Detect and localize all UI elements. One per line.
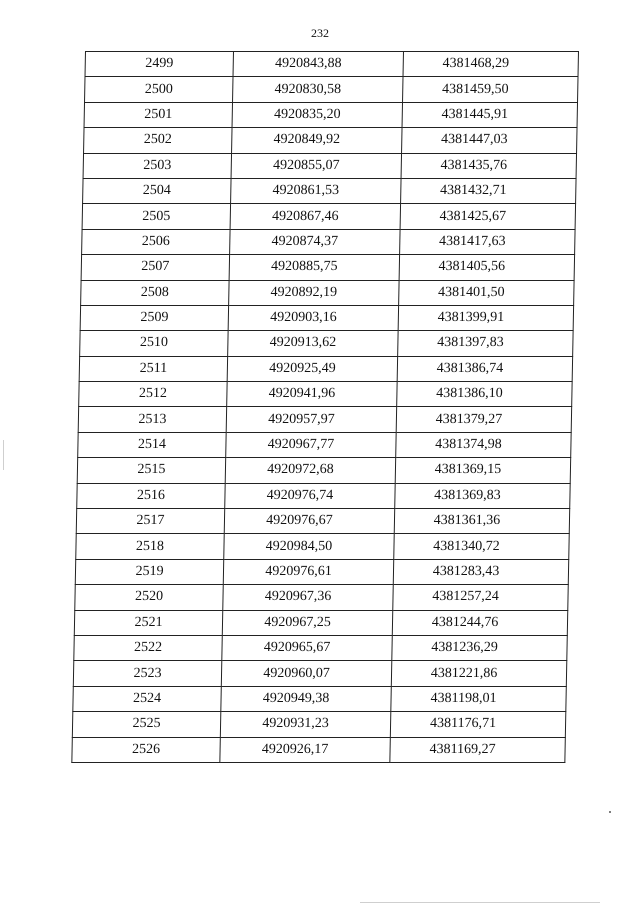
x-coordinate-cell: 4920843,88 <box>233 52 403 77</box>
coordinates-table-body <box>72 52 579 763</box>
y-coordinate-cell: 4381468,29 <box>403 52 578 77</box>
point-number-cell: 2501 <box>84 102 232 127</box>
y-coordinate-cell: 4381369,15 <box>395 458 570 483</box>
point-number-cell: 2525 <box>72 712 220 737</box>
point-number-cell: 2511 <box>79 356 227 381</box>
table-row <box>79 382 572 407</box>
table-row <box>77 458 570 483</box>
point-number-cell: 2506 <box>82 229 230 254</box>
y-coordinate-cell: 4381379,27 <box>396 407 571 432</box>
x-coordinate-cell: 4920892,19 <box>229 280 399 305</box>
point-number-cell: 2505 <box>82 204 230 229</box>
table-row <box>83 153 576 178</box>
x-coordinate-cell: 4920849,92 <box>232 128 402 153</box>
table-row <box>82 229 575 254</box>
table-row <box>82 204 575 229</box>
y-coordinate-cell: 4381283,43 <box>393 559 568 584</box>
y-coordinate-cell: 4381169,27 <box>390 737 565 762</box>
table-row <box>80 305 573 330</box>
y-coordinate-cell: 4381369,83 <box>395 483 570 508</box>
table-row <box>75 585 568 610</box>
x-coordinate-cell: 4920874,37 <box>230 229 400 254</box>
x-coordinate-cell: 4920967,36 <box>223 585 393 610</box>
x-coordinate-cell: 4920925,49 <box>227 356 397 381</box>
scan-edge-line <box>360 902 600 903</box>
point-number-cell: 2503 <box>83 153 231 178</box>
y-coordinate-cell: 4381221,86 <box>391 661 566 686</box>
point-number-cell: 2524 <box>73 686 221 711</box>
y-coordinate-cell: 4381459,50 <box>403 77 578 102</box>
table-row <box>72 737 565 762</box>
point-number-cell: 2510 <box>80 331 228 356</box>
x-coordinate-cell: 4920931,23 <box>220 712 390 737</box>
y-coordinate-cell: 4381447,03 <box>402 128 577 153</box>
x-coordinate-cell: 4920976,67 <box>224 509 394 534</box>
x-coordinate-cell: 4920967,25 <box>222 610 392 635</box>
table-row <box>76 534 569 559</box>
point-number-cell: 2516 <box>77 483 225 508</box>
point-number-cell: 2521 <box>74 610 222 635</box>
y-coordinate-cell: 4381417,63 <box>400 229 575 254</box>
x-coordinate-cell: 4920976,74 <box>225 483 395 508</box>
table-row <box>72 712 565 737</box>
point-number-cell: 2504 <box>83 178 231 203</box>
y-coordinate-cell: 4381399,91 <box>398 305 573 330</box>
table-row <box>79 356 572 381</box>
x-coordinate-cell: 4920972,68 <box>225 458 395 483</box>
point-number-cell: 2522 <box>74 635 222 660</box>
x-coordinate-cell: 4920976,61 <box>223 559 393 584</box>
x-coordinate-cell: 4920960,07 <box>221 661 391 686</box>
y-coordinate-cell: 4381386,74 <box>397 356 572 381</box>
x-coordinate-cell: 4920965,67 <box>222 635 392 660</box>
y-coordinate-cell: 4381397,83 <box>398 331 573 356</box>
y-coordinate-cell: 4381198,01 <box>391 686 566 711</box>
y-coordinate-cell: 4381401,50 <box>399 280 574 305</box>
y-coordinate-cell: 4381374,98 <box>396 432 571 457</box>
y-coordinate-cell: 4381432,71 <box>401 178 576 203</box>
point-number-cell: 2513 <box>78 407 226 432</box>
scan-edge-line-left <box>3 440 4 470</box>
point-number-cell: 2499 <box>85 52 233 77</box>
x-coordinate-cell: 4920913,62 <box>228 331 398 356</box>
table-row <box>78 407 571 432</box>
y-coordinate-cell: 4381405,56 <box>399 255 574 280</box>
x-coordinate-cell: 4920885,75 <box>229 255 399 280</box>
table-row <box>74 635 567 660</box>
table-row <box>77 483 570 508</box>
table-row <box>76 509 569 534</box>
x-coordinate-cell: 4920949,38 <box>221 686 391 711</box>
table-row <box>84 128 577 153</box>
point-number-cell: 2514 <box>78 432 226 457</box>
point-number-cell: 2507 <box>81 255 229 280</box>
x-coordinate-cell: 4920984,50 <box>224 534 394 559</box>
point-number-cell: 2520 <box>75 585 223 610</box>
point-number-cell: 2526 <box>72 737 220 762</box>
y-coordinate-cell: 4381340,72 <box>394 534 569 559</box>
table-row <box>74 610 567 635</box>
point-number-cell: 2508 <box>81 280 229 305</box>
point-number-cell: 2518 <box>76 534 224 559</box>
table-row <box>73 661 566 686</box>
y-coordinate-cell: 4381435,76 <box>401 153 576 178</box>
page-number: 232 <box>311 26 329 40</box>
table-row <box>78 432 571 457</box>
x-coordinate-cell: 4920926,17 <box>220 737 390 762</box>
point-number-cell: 2523 <box>73 661 221 686</box>
x-coordinate-cell: 4920957,97 <box>226 407 396 432</box>
x-coordinate-cell: 4920855,07 <box>231 153 401 178</box>
table-row <box>73 686 566 711</box>
x-coordinate-cell: 4920941,96 <box>227 382 397 407</box>
scan-speck <box>609 811 611 813</box>
table-row <box>84 102 577 127</box>
x-coordinate-cell: 4920867,46 <box>230 204 400 229</box>
table-row <box>83 178 576 203</box>
point-number-cell: 2515 <box>77 458 225 483</box>
point-number-cell: 2512 <box>79 382 227 407</box>
table-row <box>75 559 568 584</box>
point-number-cell: 2500 <box>85 77 233 102</box>
point-number-cell: 2509 <box>80 305 228 330</box>
y-coordinate-cell: 4381244,76 <box>392 610 567 635</box>
table-row <box>80 331 573 356</box>
y-coordinate-cell: 4381236,29 <box>392 635 567 660</box>
y-coordinate-cell: 4381361,36 <box>394 509 569 534</box>
y-coordinate-cell: 4381425,67 <box>400 204 575 229</box>
x-coordinate-cell: 4920861,53 <box>231 178 401 203</box>
point-number-cell: 2519 <box>75 559 223 584</box>
y-coordinate-cell: 4381386,10 <box>397 382 572 407</box>
x-coordinate-cell: 4920967,77 <box>226 432 396 457</box>
point-number-cell: 2517 <box>76 509 224 534</box>
y-coordinate-cell: 4381257,24 <box>393 585 568 610</box>
point-number-cell: 2502 <box>84 128 232 153</box>
x-coordinate-cell: 4920903,16 <box>228 305 398 330</box>
x-coordinate-cell: 4920835,20 <box>232 102 402 127</box>
table-row <box>81 255 574 280</box>
table-row <box>81 280 574 305</box>
coordinates-table <box>71 51 579 763</box>
y-coordinate-cell: 4381445,91 <box>402 102 577 127</box>
table-row <box>85 52 578 77</box>
x-coordinate-cell: 4920830,58 <box>233 77 403 102</box>
table-row <box>85 77 578 102</box>
y-coordinate-cell: 4381176,71 <box>390 712 565 737</box>
